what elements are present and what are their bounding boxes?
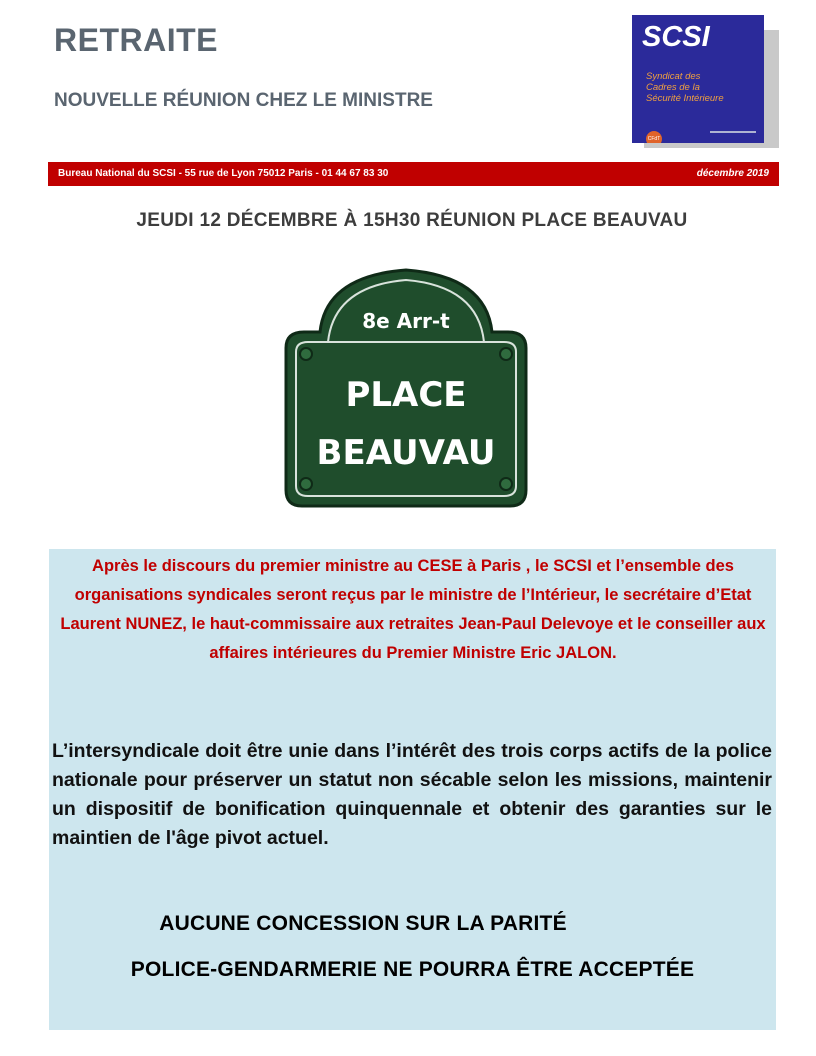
sign-line-2: BEAUVAU xyxy=(316,433,496,473)
conclusion-line-1: AUCUNE CONCESSION SUR LA PARITÉ xyxy=(159,912,567,935)
meeting-title: JEUDI 12 DÉCEMBRE À 15H30 RÉUNION PLACE BEAUVAU xyxy=(136,210,688,231)
page-title: RETRAITE xyxy=(54,22,218,58)
logo-name: SCSI xyxy=(642,21,710,53)
conclusion-line-2: POLICE-GENDARMERIE NE POURRA ÊTRE ACCEPTÉE xyxy=(130,958,695,981)
lead-paragraph: Après le discours du premier ministre au CESE à Paris , le SCSI et l’ensemble des organisations syndicales seront reçus par le ministre de l’Intérieur, le secrétaire d’Etat Laurent NUNEZ, le haut-commissaire aux retraites Jean-Paul Delevoye et le conseiller aux affaires intérieures du Premier Ministre Eric JALON. xyxy=(60,557,766,662)
place-beauvau-sign xyxy=(280,262,532,510)
scsi-logo xyxy=(632,15,764,143)
screw-icon xyxy=(500,348,512,360)
sign-line-1: PLACE xyxy=(345,375,467,415)
screw-icon xyxy=(500,478,512,490)
page-subtitle: NOUVELLE RÉUNION CHEZ LE MINISTRE xyxy=(54,90,433,111)
cfdt-badge: CFdT xyxy=(646,131,662,143)
header-banner xyxy=(48,162,779,186)
logo-tagline: Syndicat des Cadres de la Sécurité Intérieure xyxy=(646,71,724,104)
banner-address: Bureau National du SCSI - 55 rue de Lyon 75012 Paris - 01 44 67 83 30 xyxy=(58,168,389,179)
laurel-icon xyxy=(710,117,756,133)
screw-icon xyxy=(300,348,312,360)
screw-icon xyxy=(300,478,312,490)
banner-date: décembre 2019 xyxy=(696,168,769,179)
body-paragraph: L’intersyndicale doit être unie dans l’intérêt des trois corps actifs de la police nationale pour préserver un statut non sécable selon les missions, maintenir un dispositif de bonification quinquennale et obtenir des garanties sur le maintien de l'âge pivot actuel. xyxy=(52,740,772,849)
sign-arrondissement: 8e Arr-t xyxy=(362,309,450,333)
